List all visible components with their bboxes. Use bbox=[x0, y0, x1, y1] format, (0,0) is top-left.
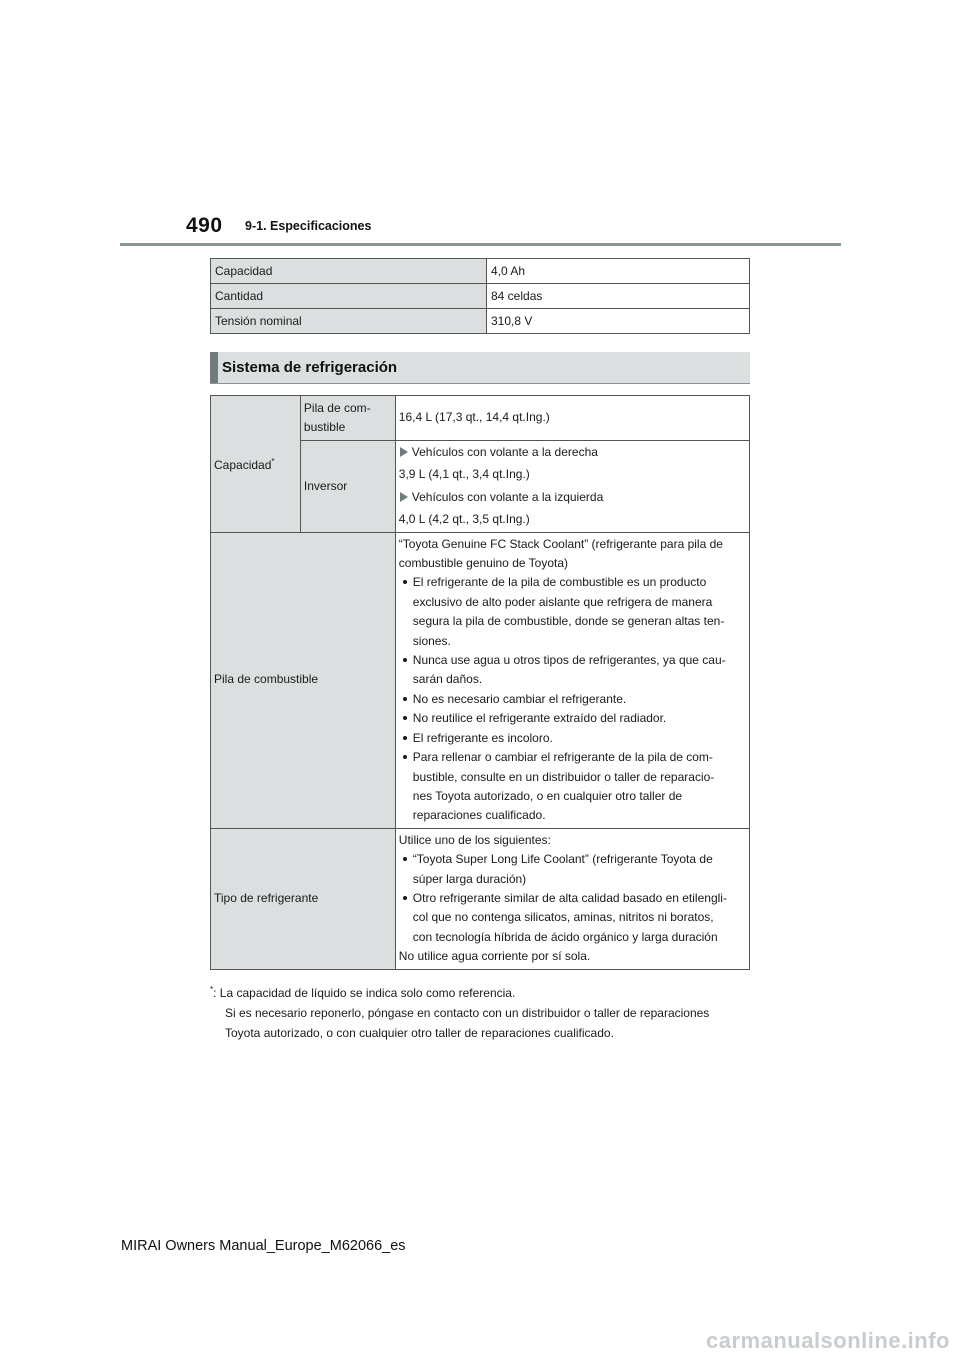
footnote-mark: * bbox=[271, 457, 275, 467]
footnote-line: Si es necesario reponerlo, póngase en contacto con un distribuidor o taller de reparaciones bbox=[225, 1006, 710, 1020]
text-line: sarán daños. bbox=[412, 672, 483, 687]
table-row bbox=[211, 828, 750, 969]
text-line: segura la pila de combustible, donde se generan altas ten- bbox=[412, 614, 725, 629]
footnote-mark: * bbox=[210, 985, 214, 994]
site-watermark: carmanualsonline.info bbox=[706, 1328, 950, 1353]
text-line: No utilice agua corriente por sí sola. bbox=[398, 949, 591, 964]
rhd-heading bbox=[399, 443, 746, 462]
triangle-bullet-icon bbox=[400, 492, 408, 502]
row-value: 310,8 V bbox=[487, 309, 750, 334]
footnote bbox=[210, 980, 755, 1043]
lhd-value: 4,0 L (4,2 qt., 3,5 qt.Ing.) bbox=[398, 512, 530, 527]
heading-accent-bar bbox=[210, 352, 218, 383]
list-item bbox=[399, 748, 746, 826]
row-label: Cantidad bbox=[211, 284, 487, 309]
triangle-bullet-icon bbox=[400, 447, 408, 457]
text-line: No reutilice el refrigerante extraído del radiador. bbox=[412, 711, 667, 726]
coolant-type-label: Tipo de refrigerante bbox=[211, 828, 396, 969]
text-line: siones. bbox=[412, 633, 451, 648]
coolant-type-info-cell bbox=[395, 828, 749, 969]
table-row bbox=[211, 532, 750, 828]
rhd-heading-text: Vehículos con volante a la derecha bbox=[411, 445, 598, 459]
text-line: súper larga duración) bbox=[412, 871, 527, 886]
footnote-line bbox=[210, 980, 755, 1003]
text-line: El refrigerante de la pila de combustible es un producto bbox=[412, 575, 707, 590]
text-line: con tecnología híbrida de ácido orgánico y larga duración bbox=[412, 929, 718, 944]
capacity-label-cell bbox=[211, 396, 301, 533]
sublabel-line: bustible bbox=[303, 420, 346, 434]
list-item bbox=[399, 709, 746, 728]
text-line: Otro refrigerante similar de alta calidad basado en etilengli- bbox=[412, 890, 727, 905]
list-item bbox=[399, 651, 746, 690]
table-row bbox=[211, 396, 750, 441]
fuel-cell-label: Pila de combustible bbox=[211, 532, 396, 828]
list-item bbox=[399, 690, 746, 709]
text-line: No es necesario cambiar el refrigerante. bbox=[412, 691, 627, 706]
fuel-cell-info-cell bbox=[395, 532, 749, 828]
table-row bbox=[211, 259, 750, 284]
list-item bbox=[399, 729, 746, 748]
sublabel-line: Pila de com- bbox=[303, 400, 371, 415]
text-line: “Toyota Super Long Life Coolant” (refrigerante Toyota de bbox=[412, 852, 713, 867]
page-number: 490 bbox=[186, 214, 223, 237]
text-line: col que no contenga silicatos, aminas, nitritos ni boratos, bbox=[412, 910, 714, 925]
list-item bbox=[399, 573, 746, 651]
text-line: bustible, consulte en un distribuidor o taller de reparacio- bbox=[412, 769, 715, 784]
text-line: nes Toyota autorizado, o en cualquier otro taller de bbox=[412, 788, 683, 803]
list-item bbox=[399, 889, 746, 947]
row-label: Capacidad bbox=[211, 259, 487, 284]
text-line: reparaciones cualificado. bbox=[412, 808, 546, 823]
text-line: combustible genuino de Toyota) bbox=[398, 556, 569, 571]
text-line: Para rellenar o cambiar el refrigerante de la pila de com- bbox=[412, 750, 713, 765]
table-row bbox=[211, 284, 750, 309]
manual-footer: MIRAI Owners Manual_Europe_M62066_es bbox=[121, 1238, 406, 1254]
text-line: El refrigerante es incoloro. bbox=[412, 730, 553, 745]
cooling-spec-table bbox=[210, 395, 750, 970]
bullet-list bbox=[399, 573, 746, 825]
fuel-cell-capacity-value: 16,4 L (17,3 qt., 14,4 qt.Ing.) bbox=[395, 396, 749, 441]
inverter-capacity-cell bbox=[395, 441, 749, 533]
capacity-label: Capacidad bbox=[214, 458, 272, 473]
row-label: Tensión nominal bbox=[211, 309, 487, 334]
section-title: 9-1. Especificaciones bbox=[245, 219, 372, 233]
table-row bbox=[211, 309, 750, 334]
row-value: 84 celdas bbox=[487, 284, 750, 309]
heading-text: Sistema de refrigeración bbox=[222, 359, 398, 376]
cooling-section-heading bbox=[210, 352, 750, 384]
row-value: 4,0 Ah bbox=[487, 259, 750, 284]
inverter-sublabel: Inversor bbox=[300, 441, 395, 533]
footnote-text: : La capacidad de líquido se indica solo como referencia. bbox=[213, 986, 516, 1000]
rhd-value: 3,9 L (4,1 qt., 3,4 qt.Ing.) bbox=[398, 467, 530, 482]
text-line: exclusivo de alto poder aislante que refrigera de manera bbox=[412, 594, 713, 609]
text-line: Nunca use agua u otros tipos de refrigerantes, ya que cau- bbox=[412, 653, 726, 668]
lhd-heading-text: Vehículos con volante a la izquierda bbox=[411, 489, 604, 504]
text-line: Utilice uno de los siguientes: bbox=[398, 832, 551, 847]
bullet-list bbox=[399, 850, 746, 947]
footnote-line: Toyota autorizado, o con cualquier otro taller de reparaciones cualificado. bbox=[225, 1026, 614, 1040]
fuel-cell-sublabel-cell bbox=[300, 396, 395, 441]
list-item bbox=[399, 850, 746, 889]
text-line: “Toyota Genuine FC Stack Coolant” (refrigerante para pila de bbox=[398, 536, 723, 551]
header-divider bbox=[120, 243, 841, 246]
lhd-heading bbox=[399, 488, 746, 507]
battery-spec-table bbox=[210, 258, 750, 334]
